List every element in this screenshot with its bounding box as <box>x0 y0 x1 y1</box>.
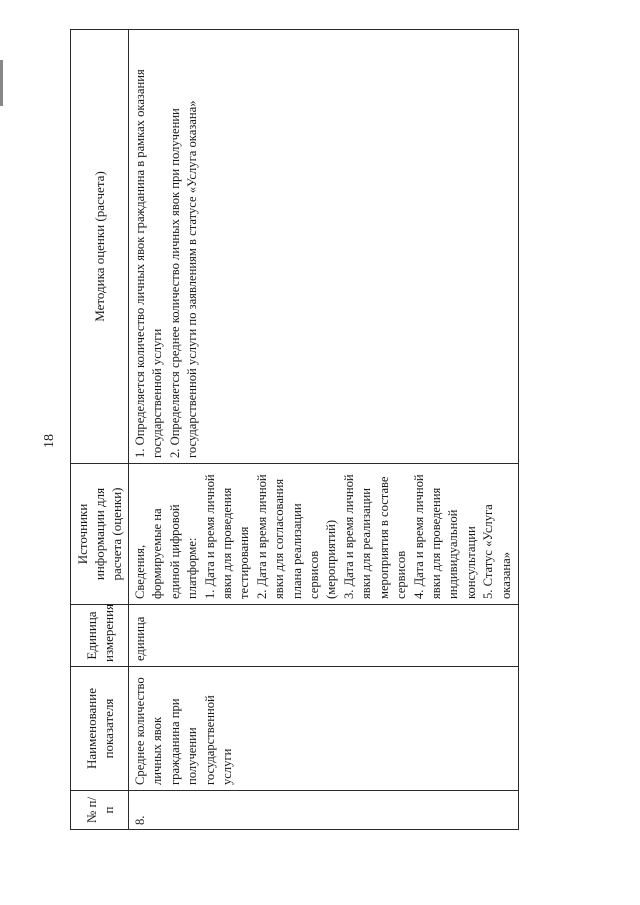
header-indicator-name: Наименование показателя <box>71 667 129 791</box>
header-unit: Единица измерения <box>71 605 129 667</box>
indicator-table <box>70 29 519 830</box>
header-number: № п/п <box>71 791 129 830</box>
cell-unit: единица <box>129 605 519 667</box>
header-method: Методика оценки (расчета) <box>71 30 129 464</box>
table-header-row <box>71 30 129 830</box>
cell-indicator-name: Среднее количество личных явок гражданина при получении государственной услуги <box>129 667 519 791</box>
scan-edge-mark <box>0 60 3 106</box>
cell-number: 8. <box>129 791 519 830</box>
cell-method: 1. Определяется количество личных явок гражданина в рамках оказания государственной услуги 2. Определяется среднее количество личных явок при получении государственной услуги по заявлениям в статусе «Услуга оказана» <box>129 30 519 464</box>
cell-sources: Сведения, формируемые на единой цифровой платформе: 1. Дата и время личной явки для проведения тестирования 2. Дата и время личной явки для согласования плана реализации сервисов (мероприятий) 3. Дата и время личной явки для реализации мероприятия в составе сервисов 4. Дата и время личной явки для проведения индивидуальной консультации 5. Статус «Услуга оказана» <box>129 464 519 605</box>
page-number: 18 <box>42 434 57 448</box>
header-sources: Источники информации для расчета (оценки) <box>71 464 129 605</box>
table-row <box>129 30 519 830</box>
rotated-table-container <box>70 30 513 830</box>
